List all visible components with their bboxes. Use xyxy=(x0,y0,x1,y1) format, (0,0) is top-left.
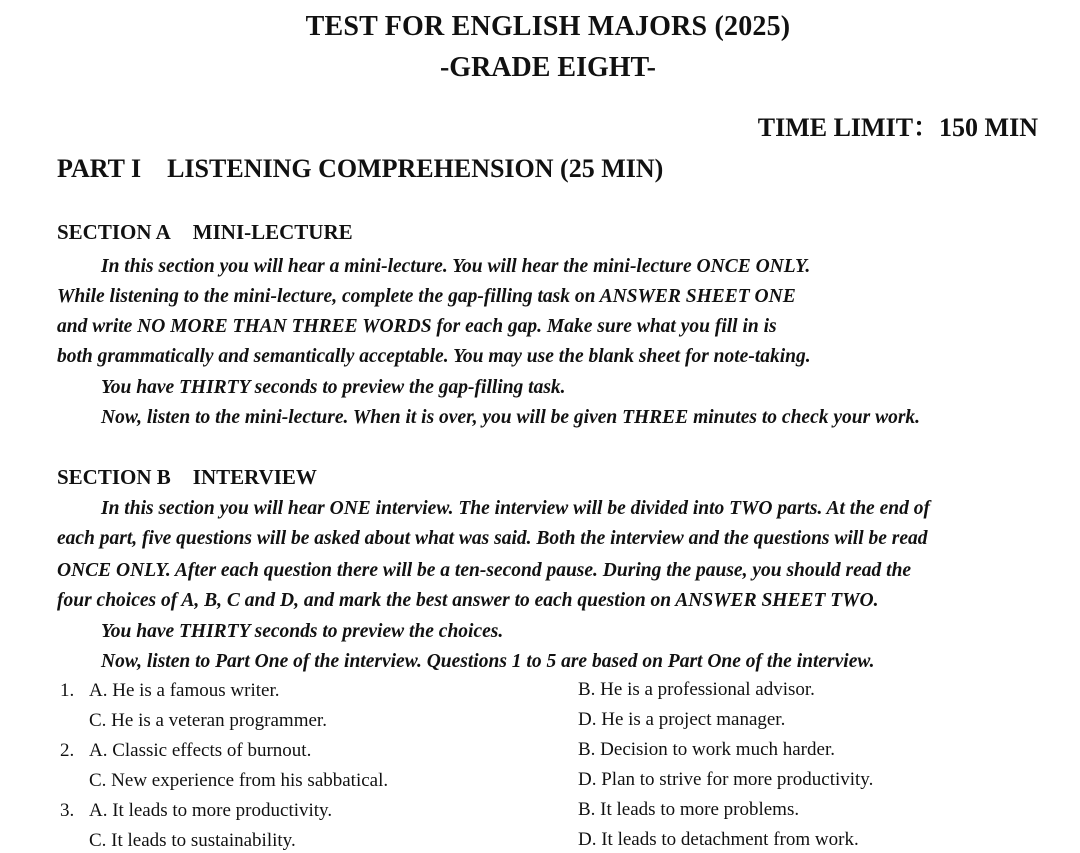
instruction-line: In this section you will hear a mini-lecture. You will hear the mini-lecture ONCE ONLY. xyxy=(101,256,811,277)
instruction-line: four choices of A, B, C and D, and mark the best answer to each question on ANSWER SHEET TWO. xyxy=(57,590,879,611)
instruction-line: In this section you will hear ONE interview. The interview will be divided into TWO parts. At the end of xyxy=(101,498,930,519)
choice-a: A. It leads to more productivity. xyxy=(89,800,333,821)
instruction-line: each part, five questions will be asked about what was said. Both the interview and the questions will be read xyxy=(57,528,928,549)
choice-b: B. He is a professional advisor. xyxy=(578,679,815,700)
grade-subtitle: -GRADE EIGHT- xyxy=(439,52,656,83)
choice-d: D. He is a project manager. xyxy=(578,709,786,730)
choice-a: A. He is a famous writer. xyxy=(89,680,280,701)
choice-c: C. New experience from his sabbatical. xyxy=(89,770,389,791)
instruction-line: You have THIRTY seconds to preview the choices. xyxy=(101,621,504,642)
question-number: 2. xyxy=(60,740,75,761)
instruction-line: and write NO MORE THAN THREE WORDS for each gap. Make sure what you fill in is xyxy=(57,316,777,337)
instruction-line: Now, listen to Part One of the interview. Questions 1 to 5 are based on Part One of the interview. xyxy=(101,651,875,672)
choice-c: C. It leads to sustainability. xyxy=(89,830,296,851)
section-a-label: SECTION A xyxy=(57,220,171,244)
section-b-heading xyxy=(57,465,317,490)
instruction-line: While listening to the mini-lecture, complete the gap-filling task on ANSWER SHEET ONE xyxy=(57,286,796,307)
instruction-line: Now, listen to the mini-lecture. When it is over, you will be given THREE minutes to check your work. xyxy=(101,407,921,428)
section-a-heading xyxy=(57,220,353,245)
choice-d: D. Plan to strive for more productivity. xyxy=(578,769,874,790)
section-a-title: MINI-LECTURE xyxy=(192,220,353,244)
section-b-label: SECTION B xyxy=(57,465,171,489)
section-b-title: INTERVIEW xyxy=(192,465,317,489)
instruction-line: both grammatically and semantically acceptable. You may use the blank sheet for note-taking. xyxy=(57,346,811,367)
question-number: 3. xyxy=(60,800,75,821)
choice-b: B. Decision to work much harder. xyxy=(578,739,835,760)
choice-a: A. Classic effects of burnout. xyxy=(89,740,312,761)
time-limit: TIME LIMIT：150 MIN xyxy=(757,113,1038,142)
part-title: LISTENING COMPREHENSION (25 MIN) xyxy=(167,154,664,183)
part-label: PART I xyxy=(57,154,142,183)
part-heading xyxy=(57,154,663,184)
test-title: TEST FOR ENGLISH MAJORS (2025) xyxy=(305,11,791,42)
instruction-line: ONCE ONLY. After each question there will be a ten-second pause. During the pause, you should read the xyxy=(57,560,912,581)
question-number: 1. xyxy=(60,680,75,701)
choice-c: C. He is a veteran programmer. xyxy=(89,710,327,731)
instruction-line: You have THIRTY seconds to preview the gap-filling task. xyxy=(101,377,566,398)
choice-b: B. It leads to more problems. xyxy=(578,799,800,820)
choice-d: D. It leads to detachment from work. xyxy=(578,829,859,850)
